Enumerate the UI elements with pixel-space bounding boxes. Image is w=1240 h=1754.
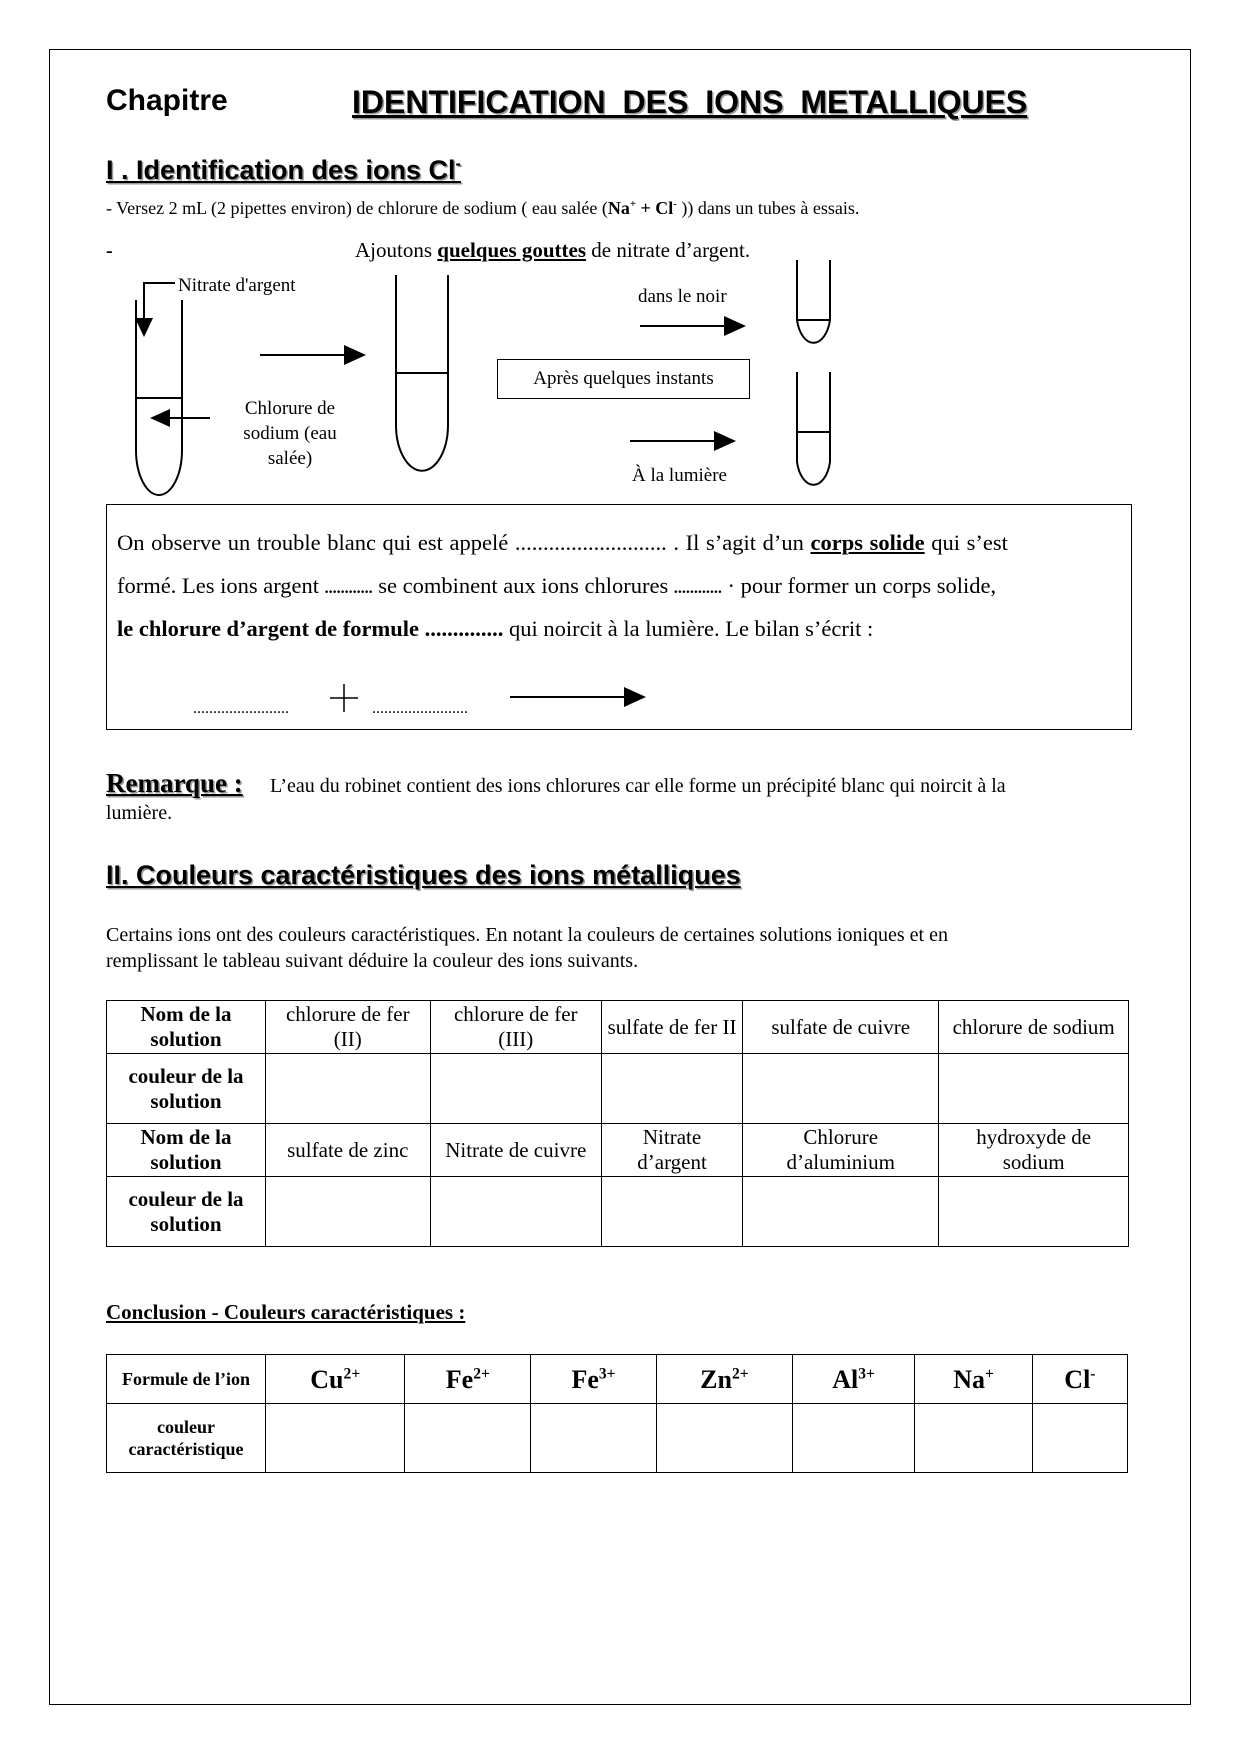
section1-title-text: I . Identification des ions Cl (106, 155, 456, 185)
answer-cell[interactable] (743, 1054, 939, 1124)
obs2-a: formé. Les ions argent (117, 573, 325, 598)
instruction-dash: - (106, 240, 113, 262)
section2-intro-2: remplissant le tableau suivant déduire la couleur des ions suivants. (106, 950, 639, 972)
bilan-arrow-head (624, 687, 646, 707)
bilan-symbols (0, 0, 1240, 760)
ajoutons-bold: quelques gouttes (437, 238, 587, 262)
label-noir: dans le noir (638, 286, 727, 307)
ion-base: Al (832, 1364, 859, 1394)
table-row (107, 1404, 1128, 1473)
row-head-formula: Formule de l’ion (107, 1355, 266, 1404)
ion-base: Cu (310, 1364, 344, 1394)
ion-cell (656, 1355, 792, 1404)
label-nitrate: Nitrate d'argent (178, 275, 296, 296)
ion-cell (1032, 1355, 1127, 1404)
bilan-blank-a: ........................ (193, 700, 289, 717)
versez-sup-plus: + (629, 198, 636, 210)
table-cell: chlorure de fer (III) (430, 1001, 601, 1054)
section2-intro-1: Certains ions ont des couleurs caractéristiques. En notant la couleurs de certaines solutions ioniques et en (106, 924, 948, 946)
versez-sup-minus: - (673, 198, 677, 210)
page-title: IDENTIFICATION DES IONS METALLIQUES (352, 84, 1028, 120)
answer-cell[interactable] (915, 1404, 1033, 1473)
obs1-a: On observe un trouble blanc qui est appelé ........................... . Il s’agit d’un (117, 530, 811, 555)
table-row (107, 1054, 1129, 1124)
obs2-dots1: ............ (324, 580, 373, 597)
answer-cell[interactable] (266, 1404, 405, 1473)
obs2-c: · pour former un corps solide, (721, 573, 997, 598)
table-cell: sulfate de zinc (266, 1124, 431, 1177)
answer-cell[interactable] (601, 1177, 742, 1247)
bilan-blank-b: ........................ (372, 700, 468, 717)
ion-cell (266, 1355, 405, 1404)
ion-charge: 2+ (473, 1364, 490, 1382)
row-head-name: Nom de la solution (107, 1124, 266, 1177)
answer-cell[interactable] (939, 1054, 1129, 1124)
answer-cell[interactable] (430, 1177, 601, 1247)
answer-cell[interactable] (531, 1404, 657, 1473)
answer-cell[interactable] (430, 1054, 601, 1124)
answer-cell[interactable] (266, 1054, 431, 1124)
section1-title-sup: - (455, 155, 461, 173)
ion-charge: - (1090, 1364, 1096, 1382)
versez-end: )) dans un tubes à essais. (676, 198, 860, 218)
ion-cell (405, 1355, 531, 1404)
answer-cell[interactable] (939, 1177, 1129, 1247)
answer-cell[interactable] (1032, 1404, 1127, 1473)
ion-cell (792, 1355, 914, 1404)
answer-cell[interactable] (405, 1404, 531, 1473)
label-apres: Après quelques instants (497, 359, 750, 399)
ion-base: Cl (1064, 1364, 1091, 1394)
ion-cell (915, 1355, 1033, 1404)
answer-cell[interactable] (266, 1177, 431, 1247)
remarque-heading: Remarque : (106, 768, 243, 798)
ajoutons-start: Ajoutons (355, 238, 438, 262)
ajoutons-end: de nitrate d’argent. (586, 238, 751, 262)
section2-title: II. Couleurs caractéristiques des ions métalliques (106, 860, 741, 890)
table-cell: Nitrate d’argent (601, 1124, 742, 1177)
table-cell: sulfate de cuivre (743, 1001, 939, 1054)
row-head-color: couleur caractéristique (107, 1404, 266, 1473)
obs3-b: qui noircit à la lumière. Le bilan s’écrit : (503, 616, 874, 641)
obs1-b: corps solide (810, 530, 925, 555)
ion-base: Na (953, 1364, 985, 1394)
table-row (107, 1355, 1128, 1404)
versez-na: Na (607, 198, 630, 218)
obs1-c: qui s’est (924, 530, 1008, 555)
ion-charge: 2+ (731, 1364, 749, 1382)
ion-charge: 2+ (343, 1364, 361, 1382)
row-head-color: couleur de la solution (107, 1177, 266, 1247)
table-cell: chlorure de fer (II) (266, 1001, 431, 1054)
ion-base: Fe (445, 1364, 474, 1394)
obs2-dots2: ............ (673, 580, 722, 597)
label-chlorure: Chlorure de sodium (eau salée) (243, 398, 337, 469)
obs2-b: se combinent aux ions chlorures (372, 573, 674, 598)
table-cell: sulfate de fer II (601, 1001, 742, 1054)
solutions-table (106, 1000, 1129, 1247)
answer-cell[interactable] (656, 1404, 792, 1473)
ion-cell (531, 1355, 657, 1404)
table-row (107, 1177, 1129, 1247)
chapter-label: Chapitre (106, 84, 228, 117)
ion-charge: 3+ (598, 1364, 616, 1382)
answer-cell[interactable] (743, 1177, 939, 1247)
ion-base: Zn (700, 1364, 732, 1394)
label-lumiere: À la lumière (632, 465, 727, 486)
versez-start: - Versez 2 mL (2 pipettes environ) de chlorure de sodium ( eau salée ( (106, 198, 608, 218)
row-head-color: couleur de la solution (107, 1054, 266, 1124)
versez-cl: + Cl (635, 198, 674, 218)
ions-table (106, 1354, 1128, 1473)
table-cell: chlorure de sodium (939, 1001, 1129, 1054)
conclusion-title: Conclusion - Couleurs caractéristiques : (106, 1300, 466, 1324)
table-cell: hydroxyde de sodium (939, 1124, 1129, 1177)
obs3-a: le chlorure d’argent de formule .............. (117, 616, 504, 641)
table-cell: Nitrate de cuivre (430, 1124, 601, 1177)
ion-charge: + (984, 1364, 994, 1382)
answer-cell[interactable] (601, 1054, 742, 1124)
remarque-text: L’eau du robinet contient des ions chlorures car elle forme un précipité blanc qui noircit à la (270, 775, 1006, 797)
row-head-name: Nom de la solution (107, 1001, 266, 1054)
table-row (107, 1001, 1129, 1054)
ion-charge: 3+ (858, 1364, 875, 1382)
table-cell: Chlorure d’aluminium (743, 1124, 939, 1177)
remarque-text-2: lumière. (106, 802, 173, 824)
answer-cell[interactable] (792, 1404, 914, 1473)
ion-base: Fe (571, 1364, 599, 1394)
table-row (107, 1124, 1129, 1177)
